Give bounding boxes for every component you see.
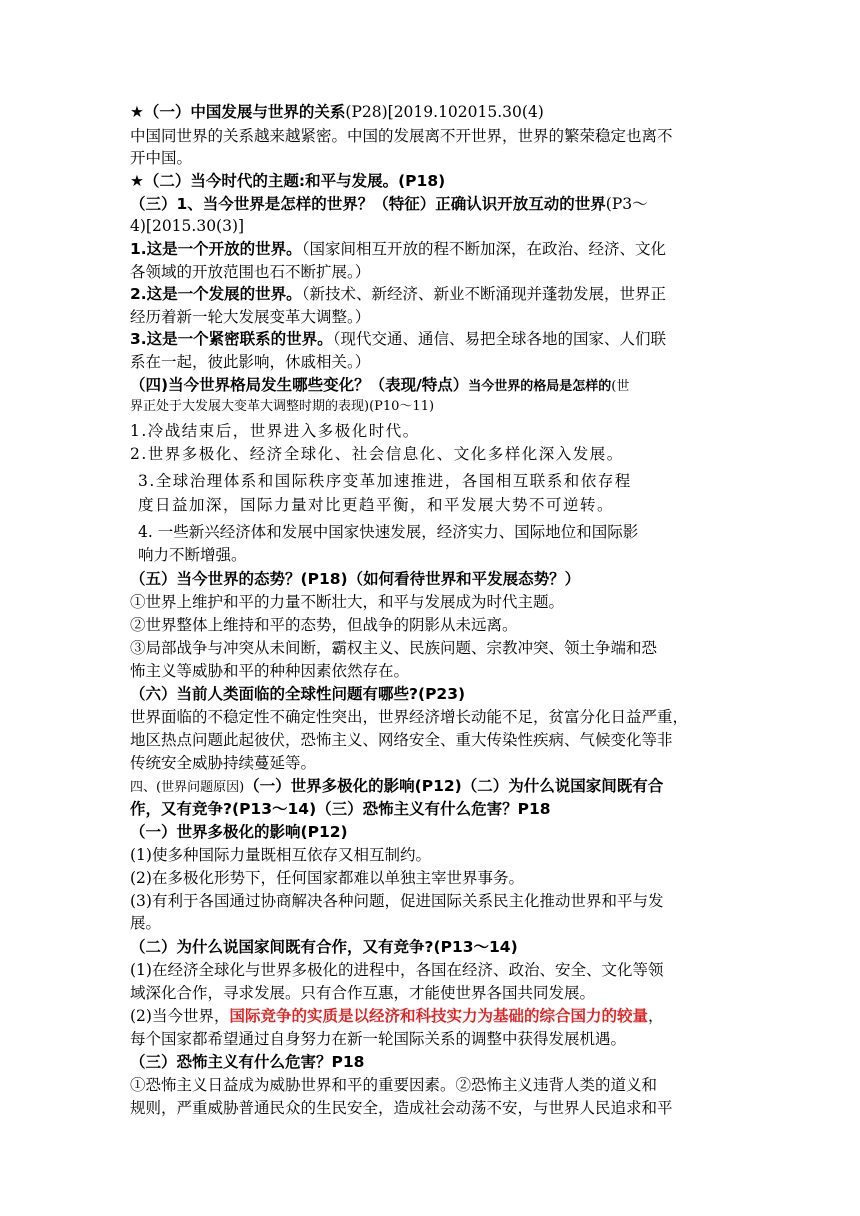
list-item: 怖主义等威胁和平的种种因素依然存在。 xyxy=(130,662,410,680)
list-item: 每个国家都希望通过自身努力在新一轮国际关系的调整中获得发展机遇。 xyxy=(130,1030,627,1048)
body-text: 经历着新一轮大发展变革大调整。） xyxy=(130,308,371,326)
body-text: 4)[2015.30(3)] xyxy=(130,217,245,235)
heading-terrorism: （三）恐怖主义有什么危害？P18 xyxy=(130,1053,365,1071)
body-text: 界正处于大发展大变革大调整时期的表现)(P10～11) xyxy=(130,399,435,414)
list-item: 域深化合作，寻求发展。只有合作互惠，才能使世界各国共同发展。 xyxy=(130,984,596,1002)
list-item: 2.世界多极化、经济全球化、社会信息化、文化多样化深入发展。 xyxy=(130,445,624,463)
feature-connected-world: 3.这是一个紧密联系的世界。（现代交通、通信、易把全球各地的国家、人们联 xyxy=(130,330,666,348)
list-item: ②世界整体上维持和平的态势，但战争的阴影从未远离。 xyxy=(130,616,518,634)
heading-continued: 作，又有竞争?(P13～14)（三）恐怖主义有什么危害？P18 xyxy=(130,800,551,818)
list-item: (2)在多极化形势下，任何国家都难以单独主宰世界事务。 xyxy=(130,869,524,887)
highlighted-key-point: 国际竞争的实质是以经济和科技实力为基础的综合国力的较量 xyxy=(229,1007,648,1025)
body-text: 各领域的开放范围也石不断扩展。） xyxy=(130,263,371,281)
list-item: 响力不断增强。 xyxy=(138,546,247,564)
list-item: 展。 xyxy=(130,914,162,932)
heading-era-theme: ★（二）当今时代的主题:和平与发展。(P18) xyxy=(130,172,446,190)
heading-global-issues: （六）当前人类面临的全球性问题有哪些?(P23) xyxy=(130,685,466,703)
heading-pattern-change: （四)当今世界格局发生哪些变化？（表现/特点）当今世界的格局是怎样的(世 xyxy=(130,376,630,394)
heading-world-features: （三）1、当今世界是怎样的世界？（特征）正确认识开放互动的世界(P3～ xyxy=(130,195,648,213)
list-item: 度日益加深，国际力量对比更趋平衡，和平发展大势不可逆转。 xyxy=(138,496,615,514)
body-text: 中国同世界的关系越来越紧密。中国的发展离不开世界，世界的繁荣稳定也离不 xyxy=(130,127,673,145)
body-text: 系在一起，彼此影响，休戚相关。） xyxy=(130,353,371,371)
list-item: (1)在经济全球化与世界多极化的进程中，各国在经济、政治、安全、文化等领 xyxy=(130,961,664,979)
list-item: (1)使多种国际力量既相互依存又相互制约。 xyxy=(130,846,431,864)
heading-multipolarity: （一）世界多极化的影响(P12) xyxy=(130,823,348,841)
body-text: 开中国。 xyxy=(130,149,193,167)
list-item: (2)当今世界，国际竞争的实质是以经济和科技实力为基础的综合国力的较量， xyxy=(130,1007,664,1025)
list-item: 3.全球治理体系和国际秩序变革加速推进，各国相互联系和依存程 xyxy=(138,472,632,490)
list-item: ③局部战争与冲突从未间断，霸权主义、民族问题、宗教冲突、领土争端和恐 xyxy=(130,639,658,657)
body-text: 世界面临的不稳定性不确定性突出，世界经济增长动能不足，贫富分化日益严重， xyxy=(130,708,689,726)
list-item: (3)有利于各国通过协商解决各种问题，促进国际关系民主化推动世界和平与发 xyxy=(130,892,664,910)
list-item: ①恐怖主义日益成为威胁世界和平的重要因素。②恐怖主义违背人类的道义和 xyxy=(130,1076,658,1094)
list-item: 1.冷战结束后，世界进入多极化时代。 xyxy=(130,422,420,440)
heading-world-situation: （五）当今世界的态势？(P18)（如何看待世界和平发展态势？） xyxy=(130,570,581,588)
body-text: 地区热点问题此起彼伏，恐怖主义、网络安全、重大传染性疾病、气候变化等非 xyxy=(130,731,673,749)
list-item: 规则，严重威胁普通民众的生民安全，造成社会动荡不安，与世界人民追求和平 xyxy=(130,1099,673,1117)
body-text: 传统安全威胁持续蔓延等。 xyxy=(130,754,317,772)
heading-world-problems: 四、(世界问题原因)（一）世界多极化的影响(P12)（二）为什么说国家间既有合 xyxy=(130,777,664,795)
feature-open-world: 1.这是一个开放的世界。（国家间相互开放的程不断加深，在政治、经济、文化 xyxy=(130,240,666,258)
list-item: 4. 一些新兴经济体和发展中国家快速发展，经济实力、国际地位和国际影 xyxy=(138,523,639,541)
heading-china-world-relation: ★（一）中国发展与世界的关系(P28)[2019.102015.30(4) xyxy=(130,103,544,121)
feature-developing-world: 2.这是一个发展的世界。（新技术、新经济、新业不断涌现并蓬勃发展，世界正 xyxy=(130,285,666,303)
heading-cooperation-competition: （二）为什么说国家间既有合作，又有竞争?(P13～14) xyxy=(130,938,518,956)
list-item: ①世界上维护和平的力量不断壮大，和平与发展成为时代主题。 xyxy=(130,593,565,611)
